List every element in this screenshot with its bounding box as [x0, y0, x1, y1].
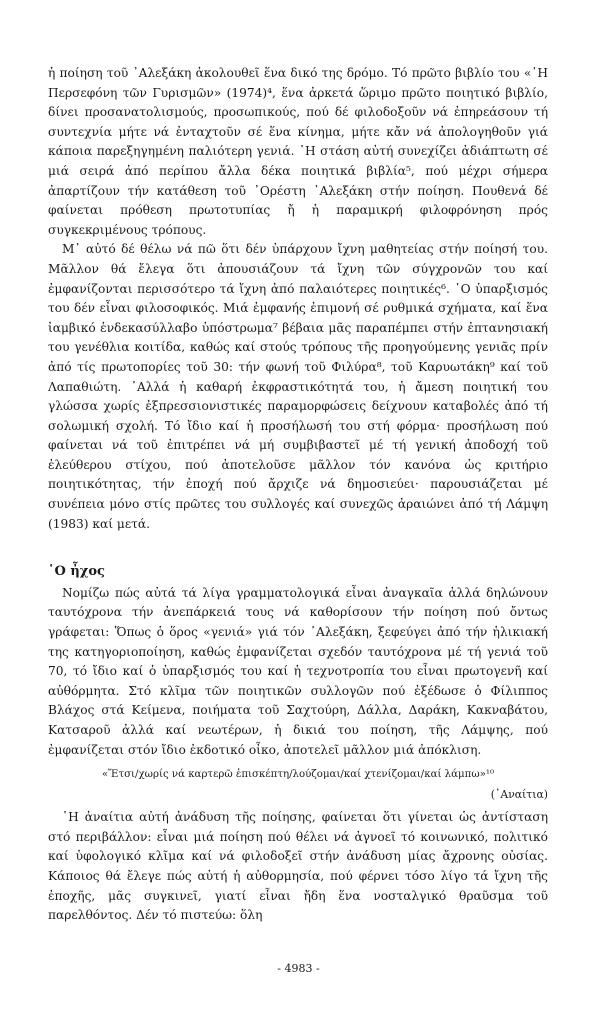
- quote-attribution: (᾿Αναίτια): [490, 788, 548, 802]
- poem-quote: «Ἔτσι/χωρίς νά καρτερῶ ἐπισκέπτη/λούζομαι/καί χτενίζομαι/καί λάμπω»¹⁰: [101, 769, 495, 781]
- paragraph-1: ἡ ποίηση τοῦ ᾿Αλεξάκη ἀκολουθεῖ ἕνα δικό της δρόμο. Τό πρῶτο βιβλίο του «᾿Η Περσεφόνη τῶν Γυρισμῶν» (1974)⁴, ἕνα ἀρκετά ὥριμο πρῶτο ποιητικό βιβλίο, δίνει προσανατολισμούς, προσωπικούς, πού δέ φιλοδοξοῦν νά ἐπηρεάσουν τή συντεχνία μήτε νά ἐνταχτοῦν σέ ἕνα κίνημα, μήτε κἄν νά ἀπολογηθοῦν γιά κάποια παρεξηγημένη παλιότερη γενιά. ῾Η στάση αὐτή συνεχίζει ἀδιάπτωτη σέ μιά σειρά ἀπό περίπου ἄλλα δέκα ποιητικά βιβλία⁵, πού μέχρι σήμερα ἀπαρτίζουν τήν κατάθεση τοῦ ᾿Ορέστη ᾿Αλεξάκη στήν ποίηση. Πουθενά δέ φαίνεται πρόθεση πρωτοτυπίας ἤ ἡ παραμικρή φιλοφρόνηση πρός συγκεκριμένους τρόπους.: [48, 66, 548, 237]
- page-number: - 4983 -: [277, 962, 320, 975]
- paragraph-2: Μ᾿ αὐτό δέ θέλω νά πῶ ὅτι δέν ὑπάρχουν ἴχνη μαθητείας στήν ποίησή του. Μᾶλλον θά ἔλεγα ὅτι ἀπουσιάζουν τά ἴχνη τῶν σύγχρονῶν του καί ἐμφανίζονται περισσότερο τά ἴχνη ἀπό παλαιότερες ποιητικές⁶. ῾Ο ὑπαρξισμός του δέν εἶναι φιλοσοφικός. Μιά ἐμφανής ἐπιμονή σέ ρυθμικά σχήματα, καί ἕνα ἰαμβικό ἑνδεκασύλλαβο ὑπόστρωμα⁷ βέβαια μᾶς παραπέμπει στήν ἐπτανησιακή του γενέθλια κοιτίδα, καθώς καί στούς τρόπους τῆς προηγούμενης γενιᾶς πρίν ἀπό τίς πρωτοπορίες τοῦ 30: τήν φωνή τοῦ Φιλύρα⁸, τοῦ Καρυωτάκη⁹ καί τοῦ Λαπαθιώτη. ᾿Αλλά ἡ καθαρή ἐκφραστικότητά του, ἡ ἄμεση ποιητική του γλώσσα χωρίς ἐξπρεσσιονιστικές παραμορφώσεις δείχνουν καταβολές ἀπό τή σολωμική σχολή. Τό ἴδιο καί ἡ προσήλωσή του στή φόρμα· προσήλωση πού φαίνεται νά τοῦ ἐπιτρέπει νά μή συμβιβαστεῖ μέ τή γενική ἀποδοχή τοῦ ἐλεύθερου στίχου, πού ἀποτελοῦσε μᾶλλον τόν κανόνα ὡς κριτήριο ποιητικότητας, τήν ἐποχή πού ἄρχιζε νά δημοσιεύει· παρουσιάζεται μέ συνέπεια μόνο στίς πρῶτες του συλλογές καί συνεχῶς ἀραιώνει ἀπό τή Λάμψη (1983) καί μετά.: [48, 242, 548, 531]
- section-heading: ῾Ο ἦχος: [48, 564, 105, 580]
- paragraph-3: Νομίζω πώς αὐτά τά λίγα γραμματολογικά εἶναι ἀναγκαῖα ἀλλά δηλώνουν ταυτόχρονα τήν ἀνεπάρκειά τους νά καθορίσουν τήν ποίηση πού ὄντως γράφεται: Ὅπως ὁ ὅρος «γενιά» γιά τόν ᾿Αλεξάκη, ξεφεύγει ἀπό τήν ἡλικιακή της κατηγοριοποίηση, καθώς ἐμφανίζεται σχεδόν ταυτόχρονα μέ τή γενιά τοῦ 70, τό ἴδιο καί ὁ ὑπαρξισμός του καί ἡ τεχνοτροπία του εἶναι πρωτογενῆ καί αὐθόρμητα. Στό κλῖμα τῶν ποιητικῶν συλλογῶν πού ἐξέδωσε ὁ Φίλιππος Βλάχος στά Κείμενα, ποιήματα τοῦ Σαχτούρη, Δάλλα, Δαράκη, Κακναβάτου, Κατσαροῦ ἀλλά καί νεωτέρων, ἡ δικιά του ποίηση, τῆς Λάμψης, πού ἐμφανίζεται στόν ἴδιο ἐκδοτικό οἶκο, ἀποτελεῖ μᾶλλον μιά ἀπόκλιση.: [48, 585, 548, 757]
- document-page: [48, 64, 548, 926]
- paragraph-4: ῾Η ἀναίτια αὐτή ἀνάδυση τῆς ποίησης, φαίνεται ὅτι γίνεται ὡς ἀντίσταση στό περιβάλλον: εἶναι μιά ποίηση πού θέλει νά ἀγνοεῖ τό κοινωνικό, πολιτικό καί ὑφολογικό κλῖμα καί νά φιλοδοξεῖ στήν ἀνάδυση μίας ἄχρονης οὐσίας. Κάποιος θά ἔλεγε πώς αὐτή ἡ αὐθορμησία, πού φέρνει τόσο λίγο τά ἴχνη τῆς ἐποχῆς, μᾶς συγκινεῖ, γιατί εἶναι ἤδη ἕνα νοσταλγικό θραῦσμα τοῦ παρελθόντος. Δέν τό πιστεύω: ὅλη: [48, 810, 548, 923]
- section-gap: [48, 534, 548, 554]
